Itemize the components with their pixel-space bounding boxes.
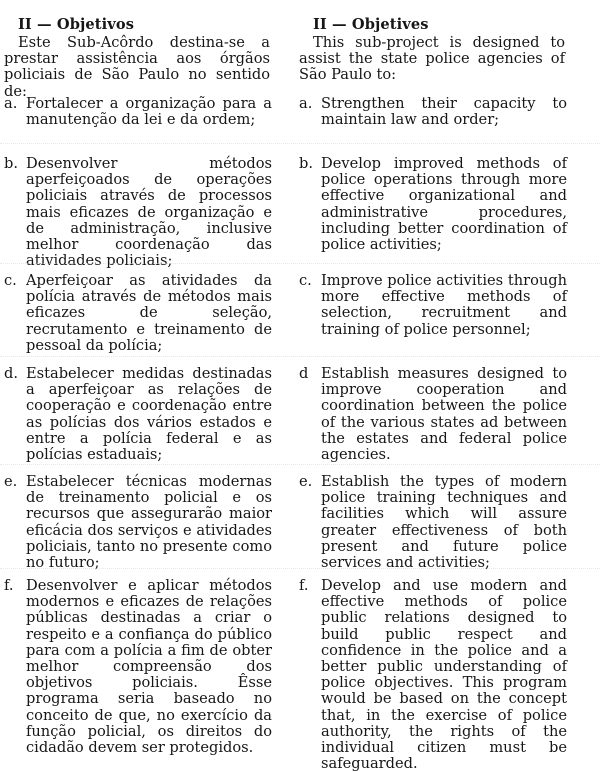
section-heading-pt: II — Objetivos xyxy=(18,16,135,33)
item-letter: f. xyxy=(4,577,14,594)
item-letter: b. xyxy=(4,155,18,172)
item-divider xyxy=(0,464,600,465)
list-item-pt-c xyxy=(4,273,272,354)
item-text: Estabelecer medidas destinadas a aperfeiçoar as relações de cooperação e coordenação entre as polícias dos vários estados e entre a polícia federal e as polícias estaduais; xyxy=(26,365,272,464)
item-divider xyxy=(0,143,600,144)
item-text: Establish measures designed to improve cooperation and coordination between the police of the various states ad between the estates and federal police agencies. xyxy=(321,365,567,464)
item-letter: c. xyxy=(299,272,312,289)
list-item-pt-b xyxy=(4,156,272,269)
item-divider xyxy=(0,568,600,569)
item-letter: d xyxy=(299,365,309,382)
list-item-en-a xyxy=(299,96,567,128)
item-text: Improve police activities through more effective methods of selection, recruitment and training of police personnel; xyxy=(321,272,567,338)
list-item-en-c xyxy=(299,273,567,338)
item-letter: e. xyxy=(299,473,313,490)
list-item-en-e xyxy=(299,474,567,571)
item-text: Fortalecer a organização para a manutenção da lei e da ordem; xyxy=(26,95,272,129)
list-item-pt-f xyxy=(4,578,272,756)
item-text: Estabelecer técnicas modernas de treinamento policial e os recursos que assegurarão maior eficácia dos serviços e atividades policiais, tanto no presente como no futuro; xyxy=(26,473,272,572)
list-item-en-b xyxy=(299,156,567,253)
item-text: Develop improved methods of police operations through more effective organizational and administrative procedures, including better coordination of police activities; xyxy=(321,155,567,254)
section-heading-en: II — Objetives xyxy=(313,16,429,33)
list-item-pt-a xyxy=(4,96,272,128)
item-letter: e. xyxy=(4,473,18,490)
item-text: Develop and use modern and effective methods of police public relations designed to build public respect and confidence in the police and a better public understanding of police objectives. This program would be based on the concept that, in the exercise of police authority, the rights of the individual citizen must be safeguarded. xyxy=(321,577,567,772)
item-letter: b. xyxy=(299,155,313,172)
list-item-en-d xyxy=(299,366,567,463)
intro-paragraph-pt: Este Sub-Acôrdo destina-se a prestar assistência aos órgãos policiais de São Paulo no sentido de: xyxy=(4,34,270,100)
item-letter: d. xyxy=(4,365,18,382)
item-letter: c. xyxy=(4,272,17,289)
list-item-pt-d xyxy=(4,366,272,463)
item-letter: f. xyxy=(299,577,309,594)
item-text: Strengthen their capacity to maintain law and order; xyxy=(321,95,567,129)
item-letter: a. xyxy=(4,95,18,112)
intro-paragraph-en: This sub-project is designed to assist the state police agencies of São Paulo to: xyxy=(299,34,565,84)
item-divider xyxy=(0,356,600,357)
item-text: Desenvolver métodos aperfeiçoados de operações policiais através de processos mais eficazes de organização e de administração, inclusive melhor coordenação das atividades policiais; xyxy=(26,155,272,270)
item-text: Establish the types of modern police training techniques and facilities which will assure greater effectiveness of both present and future police services and activities; xyxy=(321,473,567,572)
list-item-en-f xyxy=(299,578,567,772)
item-letter: a. xyxy=(299,95,313,112)
item-text: Desenvolver e aplicar métodos modernos e eficazes de relações públicas destinadas a criar o respeito e a confiança do público para com a polícia a fim de obter melhor compreensão dos objetivos policiais. Êsse programa seria baseado no conceito de que, no exercício da função policial, os direitos do cidadão devem ser protegidos. xyxy=(26,577,272,757)
item-divider xyxy=(0,263,600,264)
list-item-pt-e xyxy=(4,474,272,571)
item-text: Aperfeiçoar as atividades da polícia através de métodos mais eficazes de seleção, recrutamento e treinamento de pessoal da polícia; xyxy=(26,272,272,354)
